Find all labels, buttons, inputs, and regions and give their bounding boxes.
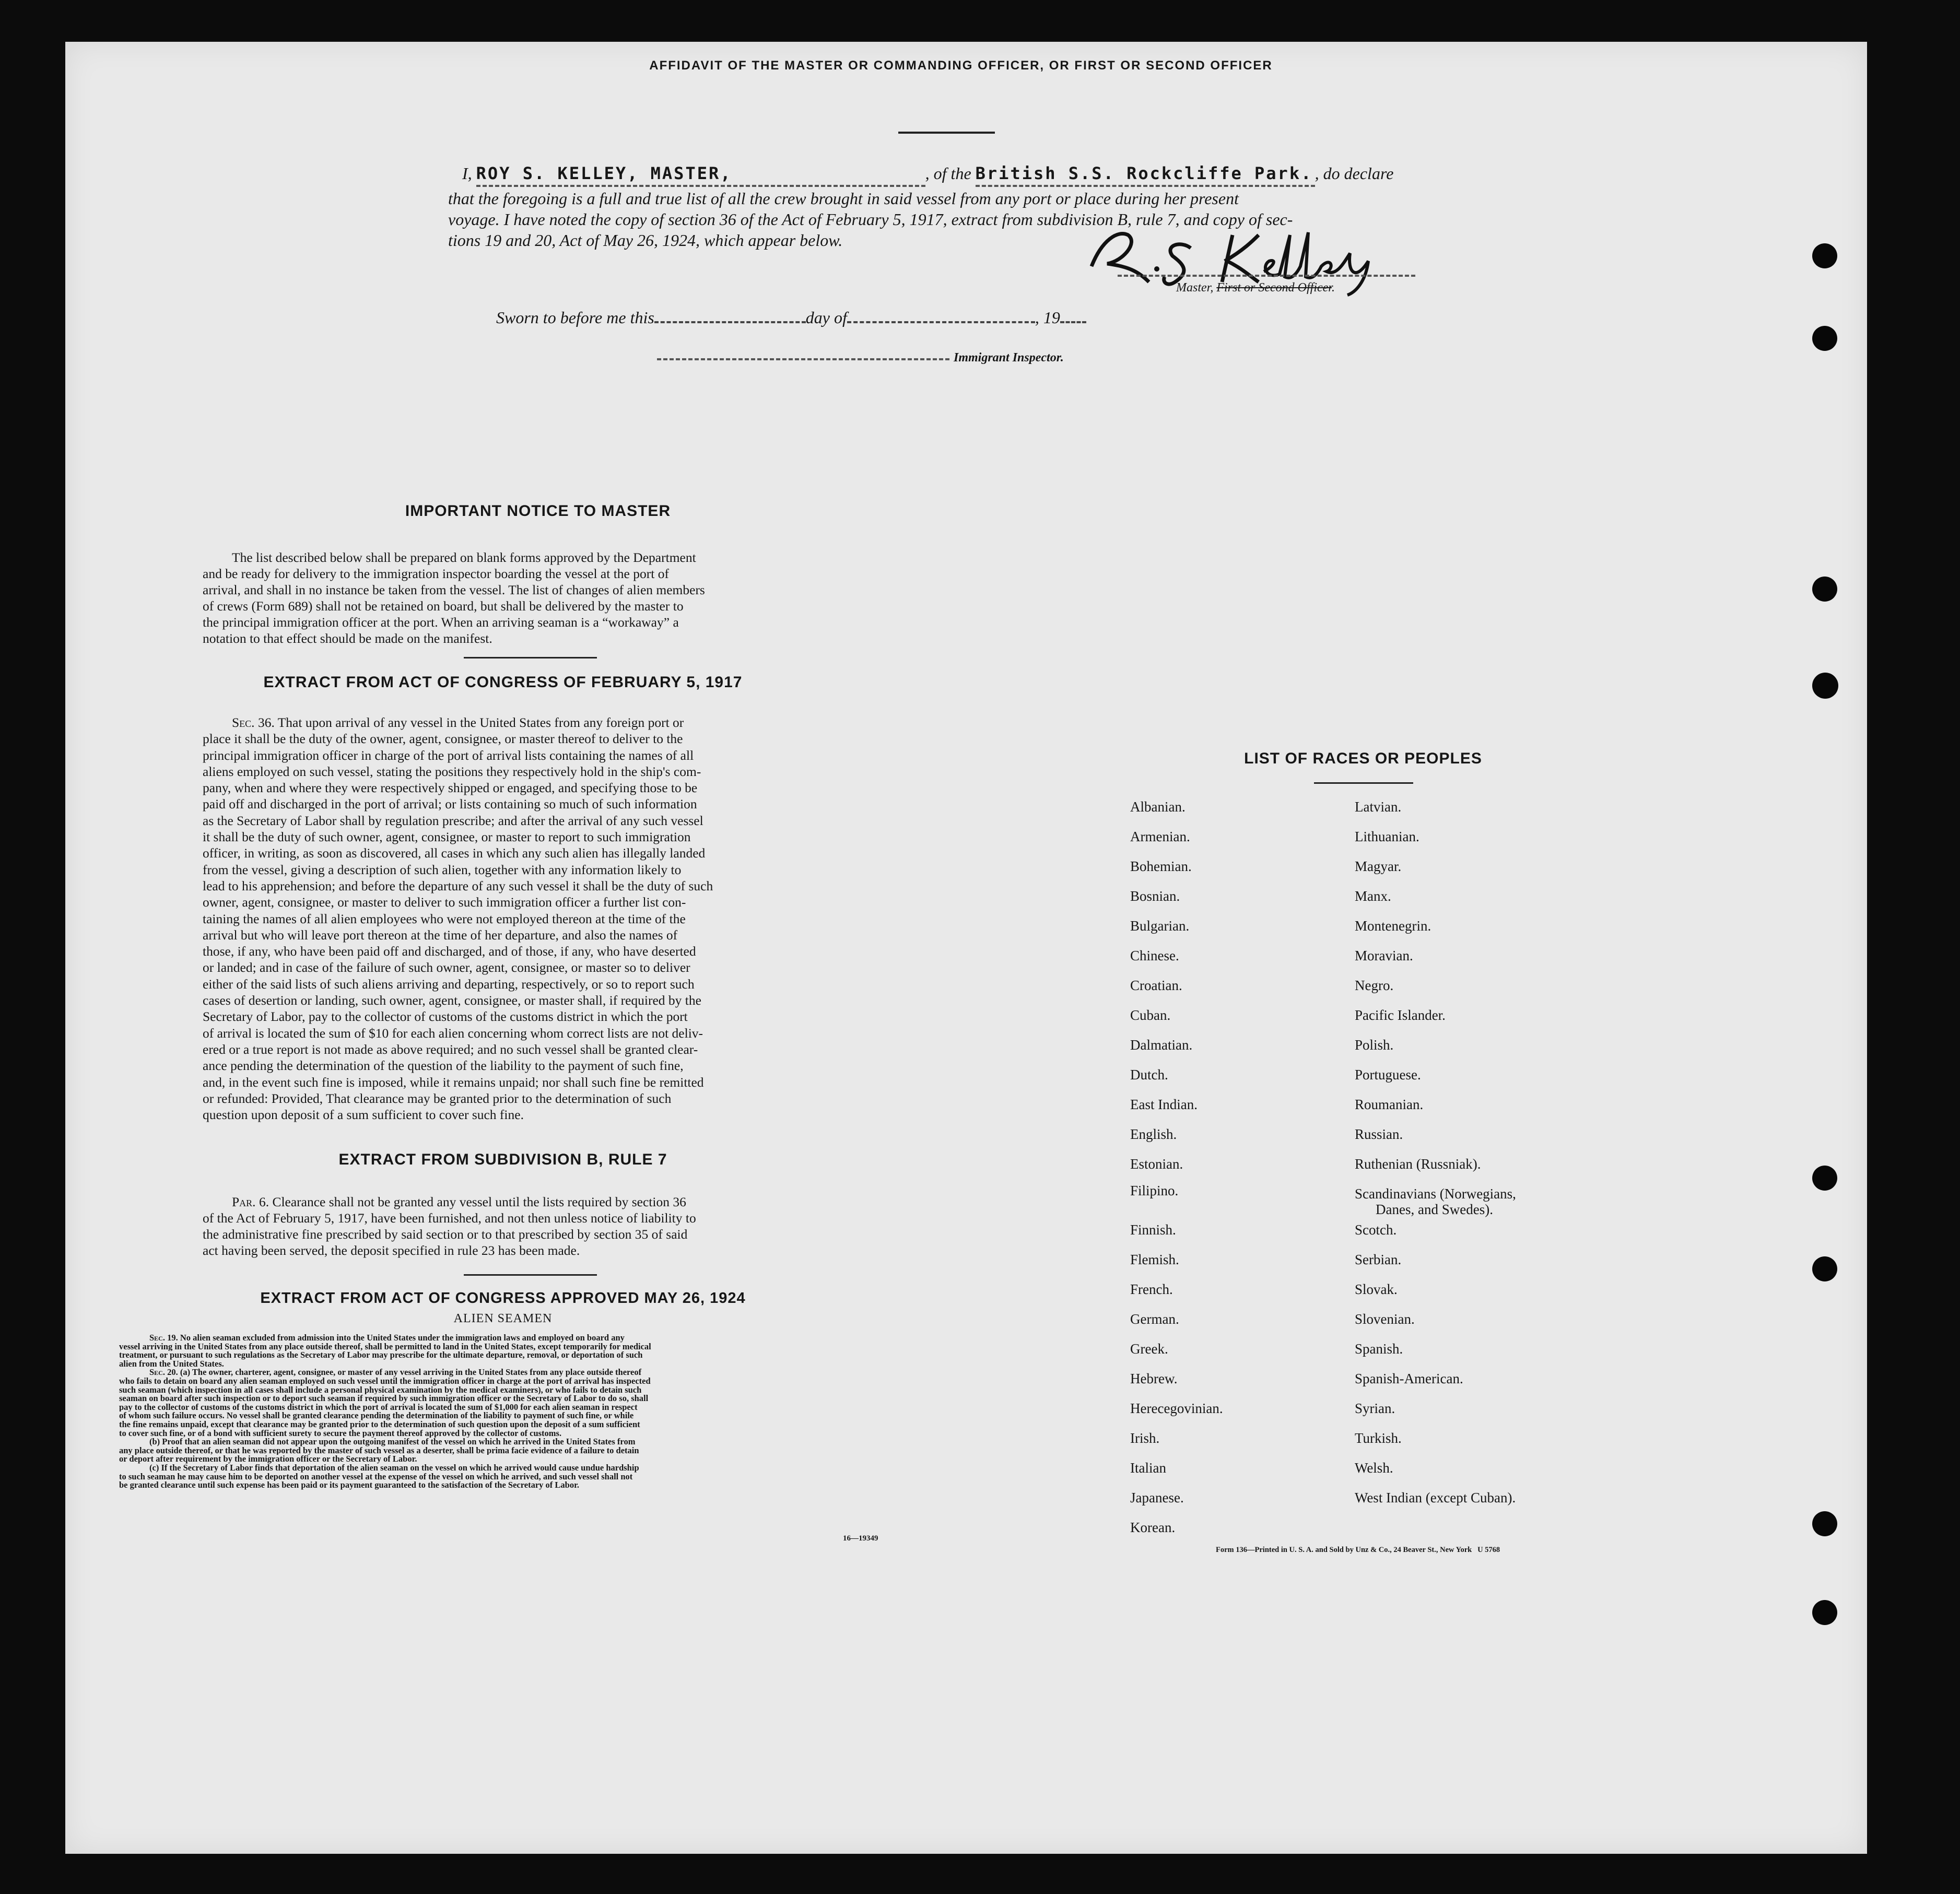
inspector-signature-line (657, 358, 949, 360)
race-entry: Syrian. (1355, 1401, 1395, 1416)
extract-1917-title: EXTRACT FROM ACT OF CONGRESS OF FEBRUARY 5, 1917 (263, 674, 743, 691)
affidavit-title: AFFIDAVIT OF THE MASTER OR COMMANDING OFFICER, OR FIRST OR SECOND OFFICER (649, 58, 1273, 73)
race-entry: East Indian. (1130, 1097, 1198, 1112)
punch-hole (1812, 577, 1837, 602)
text-line: ance pending the determination of the question of the liability to the payment of such fine, (203, 1058, 684, 1074)
race-entry: Italian (1130, 1460, 1166, 1476)
rule7-divider (464, 1274, 597, 1276)
caption-end: . (1331, 281, 1335, 295)
sworn-prefix: Sworn to before me this (496, 308, 654, 327)
text-line: treatment, or pursuant to such regulations as the Secretary of Labor may prescribe for the ultimate departure, removal, or deportation of such (119, 1351, 643, 1360)
text-line: be granted clearance until such expense has been paid or its payment guaranteed to the satisfaction of the Secretary of Labor. (119, 1481, 580, 1490)
line1-prefix: I, (462, 164, 472, 183)
text-line: aliens employed on such vessel, stating the positions they respectively hold in the ship's com- (203, 763, 701, 779)
race-entry: Lithuanian. (1355, 829, 1419, 844)
extract-1924-subtitle: ALIEN SEAMEN (453, 1312, 553, 1325)
affidavit-line-2: that the foregoing is a full and true list of all the crew brought in said vessel from any port or place during her present (448, 189, 1239, 208)
declarant-name: ROY S. KELLEY, MASTER, (476, 162, 925, 187)
race-entry: Albanian. (1130, 799, 1186, 815)
form-code: 16—19349 (843, 1534, 878, 1543)
sworn-year-blank (1060, 318, 1086, 323)
vessel-name: British S.S. Rockcliffe Park. (976, 162, 1315, 187)
text-line: and, in the event such fine is imposed, while it remains unpaid; nor shall such fine be remitted (203, 1074, 704, 1090)
race-entry: French. (1130, 1281, 1173, 1297)
races-divider (1314, 782, 1413, 784)
race-entry: Bulgarian. (1130, 918, 1190, 934)
races-title: LIST OF RACES OR PEOPLES (1244, 750, 1482, 767)
text-line: alien from the United States. (119, 1359, 224, 1369)
text-line: such seaman (which inspection in all cases shall include a personal physical examination by the medical examiners), or who fails to detain such (119, 1385, 642, 1395)
notice-body (203, 549, 803, 646)
text-line: (b) Proof that an alien seaman did not appear upon the outgoing manifest of the vessel on which he arrived in the United States from (149, 1438, 636, 1446)
text-line: any place outside thereof, or that he was reported by the master of such vessel as a deserter, shall be prima facie evidence of a failure to detain (119, 1446, 639, 1455)
race-entry: Chinese. (1130, 948, 1179, 963)
race-entry: Flemish. (1130, 1252, 1179, 1267)
signature-line (1118, 275, 1415, 277)
text-line: the administrative fine prescribed by said section or to that prescribed by section 35 of said (203, 1227, 688, 1242)
text-line: arrival, and shall in no instance be taken from the vessel. The list of changes of alien members (203, 582, 705, 597)
text-line: question upon deposit of a sum sufficient to cover such fine. (203, 1107, 524, 1123)
text-line: it shall be the duty of such owner, agent, consignee, or master to report to such immigration (203, 829, 691, 845)
race-entry: Finnish. (1130, 1222, 1176, 1238)
text-line: as the Secretary of Labor shall by regulation prescribe; and after the arrival of any such vessel (203, 813, 703, 828)
title-divider (898, 132, 995, 134)
text-line: arrival but who will leave port thereon at the time of her departure, and also the names of (203, 927, 678, 943)
sworn-year-label: , 19 (1035, 308, 1060, 327)
sworn-day-blank (654, 318, 806, 323)
race-entry: Turkish. (1355, 1430, 1402, 1446)
race-entry: Cuban. (1130, 1007, 1171, 1023)
race-entry: Negro. (1355, 978, 1394, 993)
affidavit-line-3: voyage. I have noted the copy of section 36 of the Act of February 5, 1917, extract from subdivision B, rule 7, and copy of sec- (448, 210, 1293, 229)
race-entry: Montenegrin. (1355, 918, 1431, 934)
text-line: (c) If the Secretary of Labor finds that deportation of the alien seaman on the vessel on which he arrived would cause undue hardship (149, 1463, 639, 1473)
affidavit-line-1 (462, 162, 1393, 187)
race-entry: Spanish. (1355, 1341, 1403, 1357)
line1-mid: , of the (925, 164, 971, 183)
race-entry: Welsh. (1355, 1460, 1393, 1476)
text-line: cases of desertion or landing, such owner, agent, consignee, or master shall, if required by the (203, 993, 701, 1008)
race-entry: Danes, and Swedes). (1376, 1202, 1493, 1217)
punch-hole (1812, 1166, 1837, 1191)
text-line: lead to his apprehension; and before the departure of any such vessel it shall be the duty of such (203, 878, 713, 893)
text-line: or refunded: Provided, That clearance may be granted prior to the determination of such (203, 1090, 672, 1106)
sworn-line (496, 306, 1086, 329)
punch-hole (1812, 1256, 1837, 1281)
caption-master: Master, (1176, 281, 1214, 295)
race-entry: Pacific Islander. (1355, 1007, 1446, 1023)
race-entry: Irish. (1130, 1430, 1160, 1446)
race-entry: Bohemian. (1130, 858, 1192, 874)
line1-suffix: , do declare (1315, 164, 1394, 183)
text-line: principal immigration officer in charge of the port of arrival lists containing the names of all (203, 747, 694, 763)
race-entry: Ruthenian (Russniak). (1355, 1156, 1481, 1172)
text-line: place it shall be the duty of the owner, agent, consignee, or master thereof to deliver to the (203, 731, 683, 747)
text-line: of crews (Form 689) shall not be retained on board, but shall be delivered by the master to (203, 598, 684, 614)
rule7-body (203, 1194, 803, 1258)
text-line: act having been served, the deposit specified in rule 23 has been made. (203, 1243, 580, 1258)
signature-caption (1176, 281, 1335, 295)
race-entry: Dutch. (1130, 1067, 1168, 1083)
race-entry: Scandinavians (Norwegians, (1355, 1186, 1516, 1202)
text-line: to cover such fine, or of a bond with sufficient surety to secure the payment thereof approved by the collector of customs. (119, 1429, 562, 1438)
text-line: vessel arriving in the United States from any place outside thereof, shall be permitted to land in the United States, except temporarily for medical (119, 1342, 651, 1351)
text-line: seaman on board after such inspection or to deport such seaman if required by such immigration officer or the Secretary of Labor to do so, shall (119, 1394, 649, 1403)
text-line: Par. 6. Clearance shall not be granted any vessel until the lists required by section 36 (232, 1194, 686, 1209)
race-entry: Armenian. (1130, 829, 1190, 844)
punch-hole (1812, 243, 1837, 268)
race-entry: German. (1130, 1311, 1179, 1327)
text-line: or deport after requirement by the immigration officer or the Secretary of Labor. (119, 1455, 417, 1464)
text-line: pany, when and where they were respectively shipped or engaged, and specifying those to be (203, 780, 698, 796)
text-line: of whom such failure occurs. No vessel shall be granted clearance pending the determination of the liability to payment of such fine, or while (119, 1411, 634, 1420)
notice-title: IMPORTANT NOTICE TO MASTER (405, 502, 671, 520)
punch-hole (1812, 1600, 1837, 1625)
race-entry: West Indian (except Cuban). (1355, 1490, 1516, 1505)
caption-struck-officer: First or Second Officer (1216, 281, 1332, 295)
text-line: taining the names of all alien employees who were not employed thereon at the time of the (203, 911, 686, 926)
text-line: or landed; and in case of the failure of such owner, agent, consignee, or master so to deliver (203, 960, 690, 975)
text-line: and be ready for delivery to the immigration inspector boarding the vessel at the port of (203, 566, 669, 581)
section-label: Sec. (149, 1334, 165, 1343)
text-line: the fine remains unpaid, except that clearance may be granted prior to the determination of such question upon the deposit of a sum sufficient (119, 1420, 640, 1429)
race-entry: Dalmatian. (1130, 1037, 1193, 1053)
text-line: who fails to detain on board any alien seaman employed on such vessel until the immigration officer in charge at the port of arrival has inspected (119, 1377, 651, 1386)
race-entry: Japanese. (1130, 1490, 1184, 1505)
race-entry: English. (1130, 1126, 1177, 1142)
race-entry: Slovak. (1355, 1281, 1398, 1297)
punch-hole (1812, 326, 1837, 351)
text-line: the principal immigration officer at the port. When an arriving seaman is a “workaway” a (203, 615, 679, 630)
punch-hole (1812, 673, 1838, 699)
race-entry: Croatian. (1130, 978, 1182, 993)
race-entry: Hebrew. (1130, 1371, 1178, 1386)
race-entry: Bosnian. (1130, 888, 1180, 904)
printer-footer: Form 136—Printed in U. S. A. and Sold by Unz & Co., 24 Beaver St., New York U 5768 (1216, 1546, 1500, 1554)
inspector-caption: Immigrant Inspector. (954, 351, 1064, 364)
race-entry: Russian. (1355, 1126, 1403, 1142)
race-entry: Slovenian. (1355, 1311, 1415, 1327)
text-line: Sec. 19. No alien seaman excluded from admission into the United States under the immigration laws and employed on board any (149, 1334, 625, 1343)
text-line: from the vessel, giving a description of such alien, together with any information likely to (203, 862, 682, 877)
race-entry: Greek. (1130, 1341, 1168, 1357)
section-label: Sec. (149, 1368, 165, 1377)
race-entry: Estonian. (1130, 1156, 1183, 1172)
race-entry: Serbian. (1355, 1252, 1402, 1267)
text-line: ered or a true report is not made as above required; and no such vessel shall be granted clear- (203, 1041, 698, 1057)
text-line: of arrival is located the sum of $10 for each alien concerning whom correct lists are not deliv- (203, 1025, 703, 1041)
text-line: Secretary of Labor, pay to the collector of customs of the customs district in which the port (203, 1009, 688, 1025)
punch-hole (1812, 1511, 1837, 1536)
text-line: Sec. 36. That upon arrival of any vessel in the United States from any foreign port or (232, 715, 684, 730)
race-entry: Latvian. (1355, 799, 1402, 815)
section-label: Sec. (232, 715, 255, 730)
race-entry: Scotch. (1355, 1222, 1397, 1238)
rule7-title: EXTRACT FROM SUBDIVISION B, RULE 7 (338, 1151, 667, 1168)
race-entry: Spanish-American. (1355, 1371, 1463, 1386)
race-entry: Portuguese. (1355, 1067, 1421, 1083)
notice-divider (464, 657, 597, 658)
extract-1917-body (203, 714, 803, 1123)
text-line: The list described below shall be prepared on blank forms approved by the Department (232, 550, 696, 565)
text-line: either of the said lists of such aliens arriving and departing, respectively, or so to report such (203, 976, 695, 992)
race-entry: Roumanian. (1355, 1097, 1424, 1112)
race-entry: Filipino. (1130, 1183, 1179, 1198)
text-line: to such seaman he may cause him to be deported on another vessel at the expense of the vessel on which he arrived, and such vessel shall not (119, 1472, 633, 1481)
race-entry: Herecegovinian. (1130, 1401, 1223, 1416)
sworn-day-label: day of (805, 308, 847, 327)
race-entry: Polish. (1355, 1037, 1394, 1053)
text-line: officer, in writing, as soon as discovered, all cases in which any such alien has illegally landed (203, 845, 706, 861)
race-entry: Moravian. (1355, 948, 1413, 963)
extract-1924-title: EXTRACT FROM ACT OF CONGRESS APPROVED MAY 26, 1924 (260, 1290, 746, 1307)
race-entry: Magyar. (1355, 858, 1402, 874)
race-entry: Korean. (1130, 1520, 1176, 1535)
text-line: paid off and discharged in the port of arrival; or lists containing so much of such information (203, 796, 697, 812)
text-line: those, if any, who have been paid off and discharged, and of those, if any, who have deserted (203, 944, 696, 959)
sworn-month-blank (847, 318, 1035, 323)
text-line: owner, agent, consignee, or master to deliver to such immigration officer a further list con- (203, 895, 686, 910)
text-line: pay to the collector of customs of the customs district in which the port of arrival is located the sum of $1,000 for each alien seaman in respect (119, 1403, 638, 1412)
race-entry: Manx. (1355, 888, 1391, 904)
text-line: Sec. 20. (a) The owner, charterer, agent, consignee, or master of any vessel arriving in the United States from any place outside thereof (149, 1368, 642, 1377)
extract-1924-body (119, 1334, 887, 1490)
text-line: notation to that effect should be made on the manifest. (203, 631, 492, 646)
section-label: Par. (232, 1194, 256, 1209)
text-line: of the Act of February 5, 1917, have been furnished, and not then unless notice of liability to (203, 1210, 696, 1226)
affidavit-line-4: tions 19 and 20, Act of May 26, 1924, which appear below. (448, 231, 843, 250)
